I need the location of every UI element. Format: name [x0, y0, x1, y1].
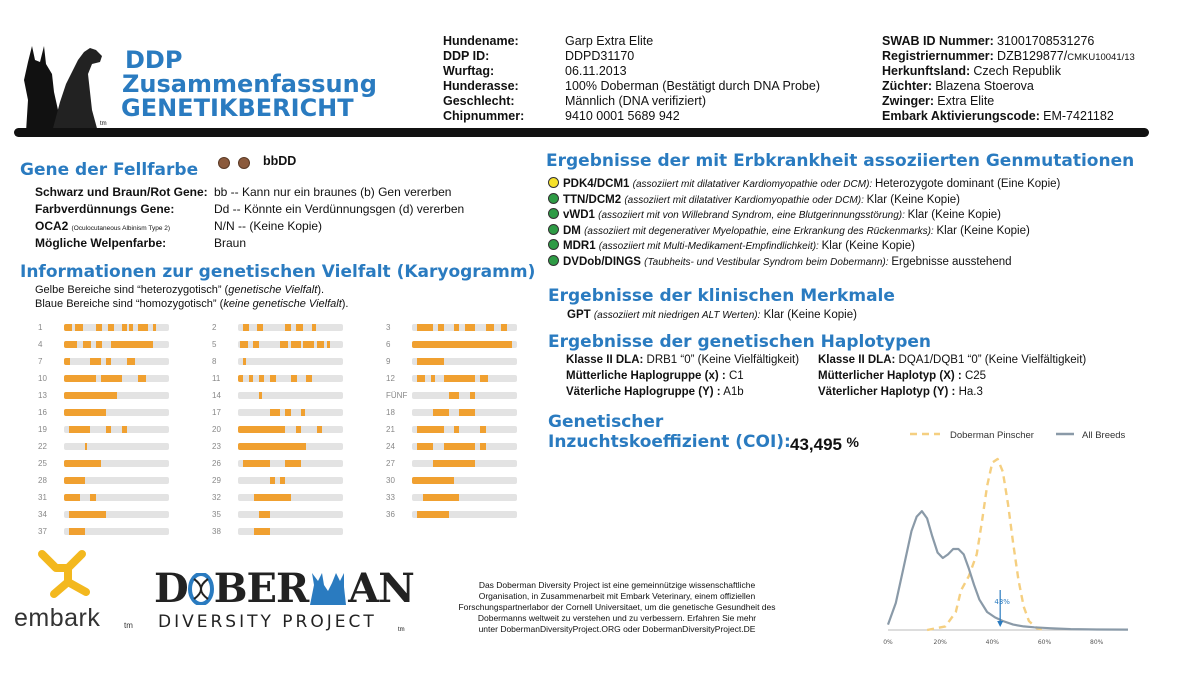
heterozygous-segment — [454, 426, 459, 433]
diversity-line-1: Gelbe Bereiche sind “heterozygotisch” (genetische Vielfalt). — [35, 284, 325, 296]
title-ddp: DDP — [125, 46, 183, 74]
chromosome-bar — [238, 341, 343, 348]
heterozygous-segment — [122, 324, 127, 331]
heterozygous-segment — [417, 426, 443, 433]
heterozygous-segment — [69, 528, 85, 535]
heterozygous-segment — [106, 426, 111, 433]
field-chip: Chipnummer: — [443, 109, 525, 123]
chromosome-bar — [238, 358, 343, 365]
chromosome-bar — [238, 375, 343, 382]
chromosome-bar — [412, 358, 517, 365]
chromosome-label: 17 — [212, 408, 221, 417]
heterozygous-segment — [83, 341, 91, 348]
chromosome-label: 9 — [386, 357, 391, 366]
heterozygous-segment — [238, 375, 243, 382]
coat-swatches — [218, 155, 254, 173]
heterozygous-segment — [291, 375, 297, 382]
chromosome-label: 28 — [38, 476, 47, 485]
heterozygous-segment — [280, 341, 288, 348]
heterozygous-segment — [444, 375, 476, 382]
field-origin: Herkunftsland: Czech Republik — [882, 64, 1061, 78]
heterozygous-segment — [280, 477, 285, 484]
mutation-result: Klar (Keine Kopie) — [866, 193, 960, 206]
heterozygous-segment — [444, 443, 476, 450]
coat-label-oca2: OCA2 (Oculocutaneous Albinism Type 2) — [35, 219, 171, 233]
x-tick-label: 60% — [1037, 639, 1052, 646]
chromosome-bar — [238, 426, 343, 433]
heterozygous-segment — [64, 494, 80, 501]
coat-value-black-brown: bb -- Kann nur ein braunes (b) Gen vererben — [214, 185, 452, 199]
field-breeder: Züchter: Blazena Stoerova — [882, 79, 1034, 93]
field-ddp-id-value: DDPD31170 — [565, 49, 635, 63]
mutations-heading: Ergebnisse der mit Erbkrankheit assoziierten Genmutationen — [546, 151, 1135, 171]
heterozygous-segment — [296, 426, 301, 433]
chromosome-label: 2 — [212, 323, 217, 332]
chromosome-label: 4 — [38, 340, 43, 349]
mutation-desc: (Taubheits- und Vestibular Syndrom beim Dobermann): — [644, 256, 892, 268]
chromosome-bar — [412, 324, 517, 331]
heterozygous-segment — [480, 426, 485, 433]
chromosome-label: 18 — [386, 408, 395, 417]
chromosome-label: 32 — [212, 493, 221, 502]
mutation-gene: MDR1 — [563, 240, 599, 252]
diversity-heading: Informationen zur genetischen Vielfalt (Karyogramm) — [20, 262, 536, 282]
heterozygous-segment — [254, 528, 270, 535]
ddp-subtitle: DIVERSITY PROJECT — [158, 612, 377, 632]
embark-tm: tm — [124, 621, 133, 630]
heterozygous-segment — [238, 443, 306, 450]
mutation-row — [548, 224, 1030, 237]
field-swab: SWAB ID Nummer: 31001708531276 — [882, 34, 1095, 48]
heterozygous-segment — [85, 443, 87, 450]
coi-value: 43,495 % — [790, 434, 859, 454]
heterozygous-segment — [423, 494, 460, 501]
embark-wordmark: embark — [14, 604, 101, 632]
heterozygous-segment — [270, 409, 281, 416]
heterozygous-segment — [259, 392, 262, 399]
chromosome-label: 22 — [38, 442, 47, 451]
field-dog-name-value: Garp Extra Elite — [565, 34, 654, 48]
chromosome-label: 24 — [386, 442, 395, 451]
haplotypes-heading: Ergebnisse der genetischen Haplotypen — [548, 332, 931, 352]
heterozygous-segment — [257, 324, 263, 331]
mutation-row — [548, 208, 1001, 221]
heterozygous-segment — [501, 324, 506, 331]
hap-right-1: Mütterlicher Haplotyp (X) : C25 — [818, 370, 987, 382]
chromosome-bar — [238, 409, 343, 416]
coat-label-puppy-color: Mögliche Welpenfarbe: — [35, 236, 167, 250]
heterozygous-segment — [96, 324, 102, 331]
mutation-gene: vWD1 — [563, 209, 599, 221]
chromosome-bar — [64, 511, 169, 518]
dog-icon — [308, 568, 348, 602]
chromosome-label: 20 — [212, 425, 221, 434]
chromosome-bar — [64, 460, 169, 467]
heterozygous-segment — [306, 375, 311, 382]
chromosome-bar — [238, 443, 343, 450]
series-doberman-line — [927, 459, 1044, 630]
mutation-result: Klar (Keine Kopie) — [821, 240, 915, 252]
heterozygous-segment — [101, 375, 122, 382]
heterozygous-segment — [64, 477, 85, 484]
heterozygous-segment — [327, 341, 330, 348]
karyogram — [0, 0, 1, 1]
coi-heading-1: Genetischer — [548, 412, 664, 432]
chromosome-bar — [238, 392, 343, 399]
heterozygous-segment — [138, 324, 149, 331]
chromosome-bar — [64, 443, 169, 450]
chromosome-label: 13 — [38, 391, 47, 400]
chromosome-label: 10 — [38, 374, 47, 383]
chromosome-label: 21 — [386, 425, 395, 434]
heterozygous-segment — [243, 358, 246, 365]
chromosome-bar — [64, 392, 169, 399]
mutation-row — [548, 255, 1012, 268]
coi-marker-arrow-icon — [997, 621, 1003, 627]
heterozygous-segment — [433, 460, 475, 467]
heterozygous-segment — [96, 341, 102, 348]
series-all-breeds-line — [888, 511, 1128, 629]
chromosome-bar — [412, 409, 517, 416]
embark-logo-icon — [38, 548, 98, 598]
chromosome-label: 3 — [386, 323, 391, 332]
heterozygous-segment — [90, 358, 101, 365]
heterozygous-segment — [433, 409, 449, 416]
status-dot-icon — [548, 224, 559, 235]
footer-note: Das Doberman Diversity Project ist eine gemeinnützige wissenschaftliche Organisation, in Zusammenarbeit mit Embark Veterinary, einem offiziellen Forschungspartnerlabor der Cornell Universitaet, um die genetische Gesundheit des Dobermanns weltweit zu verstehen und zu verbessern. Erfahren Sie mehr unter DobermanDiversityProject.ORG oder DobermanDiversityProject.DE — [458, 580, 776, 634]
chromosome-bar — [64, 375, 169, 382]
heterozygous-segment — [64, 358, 70, 365]
heterozygous-segment — [285, 409, 290, 416]
clinical-heading: Ergebnisse der klinischen Merkmale — [548, 286, 895, 306]
mutation-desc: (assoziiert mit Multi-Medikament-Empfindlichkeit): — [598, 241, 822, 252]
coat-label-black-brown: Schwarz und Braun/Rot Gene: — [35, 185, 208, 199]
heterozygous-segment — [90, 494, 95, 501]
coi-chart — [870, 420, 1170, 655]
heterozygous-segment — [75, 324, 83, 331]
heterozygous-segment — [417, 358, 443, 365]
coi-heading-2: Inzuchtskoeffizient (COI): — [548, 432, 791, 452]
heterozygous-segment — [459, 409, 475, 416]
heterozygous-segment — [417, 324, 433, 331]
heterozygous-segment — [153, 324, 156, 331]
hap-left-0: Klasse II DLA: DRB1 “0” (Keine Vielfältigkeit) — [566, 354, 800, 366]
heterozygous-segment — [122, 426, 127, 433]
heterozygous-segment — [64, 375, 96, 382]
mutation-row — [548, 239, 915, 252]
status-dot-icon — [548, 239, 559, 250]
heterozygous-segment — [243, 460, 269, 467]
heterozygous-segment — [486, 324, 494, 331]
chromosome-bar — [238, 460, 343, 467]
title-summary: Zusammenfassung — [122, 70, 377, 98]
mutation-result: Klar (Keine Kopie) — [936, 224, 1030, 237]
status-dot-icon — [548, 208, 559, 219]
mutation-desc: (assoziiert mit degenerativer Myelopathie, eine Erkrankung des Rückenmarks): — [584, 225, 937, 237]
heterozygous-segment — [69, 511, 106, 518]
heterozygous-segment — [285, 460, 301, 467]
mutation-gene: DVDob/DINGS — [563, 255, 645, 268]
diversity-line-2: Blaue Bereiche sind “homozygotisch” (keine genetische Vielfalt). — [35, 298, 349, 310]
chromosome-label: 26 — [212, 459, 221, 468]
chromosome-bar — [412, 494, 517, 501]
heterozygous-segment — [64, 392, 117, 399]
legend-label-all-breeds: All Breeds — [1082, 430, 1126, 441]
coat-value-dilution: Dd -- Könnte ein Verdünnungsgen (d) vererben — [214, 202, 465, 216]
chromosome-label: 12 — [386, 374, 395, 383]
field-sex-value: Männlich (DNA verifiziert) — [565, 94, 707, 108]
mutation-result: Heterozygote dominant (Eine Kopie) — [874, 178, 1061, 190]
mutation-gene: PDK4/DCM1 — [563, 178, 633, 190]
x-tick-label: 0% — [883, 639, 893, 646]
chromosome-bar — [412, 511, 517, 518]
chromosome-bar — [64, 358, 169, 365]
coat-swatch-icon — [238, 157, 250, 169]
chromosome-label: FÜNF — [386, 391, 408, 400]
field-birth-date: Wurftag: — [443, 64, 495, 78]
coat-swatch-icon — [218, 157, 230, 169]
heterozygous-segment — [312, 324, 316, 331]
heterozygous-segment — [69, 426, 90, 433]
heterozygous-segment — [64, 460, 101, 467]
heterozygous-segment — [449, 392, 460, 399]
mutation-result: Klar (Keine Kopie) — [907, 209, 1001, 221]
chromosome-bar — [64, 528, 169, 535]
coi-marker-label: 43% — [994, 598, 1010, 606]
heterozygous-segment — [253, 341, 259, 348]
heterozygous-segment — [480, 375, 487, 382]
chromosome-bar — [412, 477, 517, 484]
field-birth-date-value: 06.11.2013 — [565, 64, 627, 78]
chromosome-bar — [64, 426, 169, 433]
title-report: GENETIKBERICHT — [121, 94, 354, 122]
chromosome-label: 7 — [38, 357, 43, 366]
chromosome-bar — [64, 409, 169, 416]
chromosome-label: 35 — [212, 510, 221, 519]
heterozygous-segment — [111, 341, 153, 348]
clinical-row: GPT (assoziiert mit niedrigen ALT Werten): Klar (Keine Kopie) — [567, 309, 857, 321]
heterozygous-segment — [106, 358, 111, 365]
coat-heading: Gene der Fellfarbe — [20, 160, 199, 180]
mutation-desc: (assoziiert mit von Willebrand Syndrom, eine Blutgerinnungsstörung): — [598, 210, 908, 221]
mutation-desc: (assoziiert mit dilatativer Kardiomyopathie oder DCM): — [632, 179, 875, 190]
ddp-tm: tm — [398, 627, 405, 633]
chromosome-label: 14 — [212, 391, 221, 400]
chromosome-bar — [64, 477, 169, 484]
chromosome-bar — [64, 341, 169, 348]
heterozygous-segment — [243, 324, 248, 331]
chromosome-bar — [412, 426, 517, 433]
heterozygous-segment — [417, 375, 424, 382]
field-dog-name: Hundename: — [443, 34, 519, 48]
heterozygous-segment — [431, 375, 435, 382]
chromosome-label: 1 — [38, 323, 43, 332]
x-tick-label: 40% — [985, 639, 1000, 646]
heterozygous-segment — [317, 426, 322, 433]
chromosome-label: 25 — [38, 459, 47, 468]
heterozygous-segment — [64, 341, 77, 348]
chromosome-label: 37 — [38, 527, 47, 536]
field-breed-value: 100% Doberman (Bestätigt durch DNA Probe) — [565, 79, 820, 93]
heterozygous-segment — [417, 443, 433, 450]
hap-right-0: Klasse II DLA: DQA1/DQB1 “0” (Keine Vielfältigkeit) — [818, 354, 1087, 366]
heterozygous-segment — [296, 324, 303, 331]
heterozygous-segment — [240, 341, 248, 348]
field-kennel: Zwinger: Extra Elite — [882, 94, 995, 108]
heterozygous-segment — [301, 409, 305, 416]
field-ddp-id: DDP ID: — [443, 49, 490, 63]
heterozygous-segment — [480, 443, 485, 450]
status-dot-icon — [548, 193, 559, 204]
heterozygous-segment — [470, 392, 475, 399]
chromosome-label: 33 — [386, 493, 395, 502]
coat-value-puppy-color: Braun — [214, 236, 247, 250]
chromosome-bar — [64, 324, 169, 331]
mutation-row — [548, 177, 1060, 190]
chromosome-label: 38 — [212, 527, 221, 536]
chromosome-label: 16 — [38, 408, 47, 417]
heterozygous-segment — [254, 494, 291, 501]
chromosome-bar — [238, 528, 343, 535]
coat-value-oca2: N/N -- (Keine Kopie) — [214, 219, 323, 233]
status-dot-icon — [548, 255, 559, 266]
chromosome-bar — [412, 460, 517, 467]
chromosome-label: 30 — [386, 476, 395, 485]
dogs-logo-icon — [18, 40, 108, 132]
coat-label-dilution: Farbverdünnungs Gene: — [35, 202, 175, 216]
chromosome-bar — [412, 341, 517, 348]
header-divider — [14, 128, 1149, 137]
coat-genotype: bbDD — [263, 154, 297, 168]
hap-left-2: Väterliche Haplogruppe (Y) : A1b — [566, 386, 744, 398]
chromosome-label: 19 — [38, 425, 47, 434]
chromosome-bar — [238, 477, 343, 484]
chromosome-bar — [412, 375, 517, 382]
chromosome-label: 5 — [212, 340, 217, 349]
mutation-result: Ergebnisse ausstehend — [891, 255, 1012, 268]
field-chip-value: 9410 0001 5689 942 — [565, 109, 680, 123]
heterozygous-segment — [291, 341, 302, 348]
chromosome-bar — [238, 511, 343, 518]
chromosome-label: 11 — [212, 374, 221, 383]
mutation-desc: (assoziiert mit dilatativer Kardiomyopathie oder DCM): — [624, 194, 867, 206]
heterozygous-segment — [138, 375, 146, 382]
mutation-gene: TTN/DCM2 — [563, 193, 625, 206]
heterozygous-segment — [127, 358, 135, 365]
chromosome-label: 31 — [38, 493, 47, 502]
chromosome-label: 29 — [212, 476, 221, 485]
field-sex: Geschlecht: — [443, 94, 515, 108]
chromosome-bar — [412, 392, 517, 399]
chromosome-label: 8 — [212, 357, 217, 366]
heterozygous-segment — [129, 324, 133, 331]
status-dot-icon — [548, 177, 559, 188]
mutation-gene: DM — [563, 224, 585, 237]
ddp-wordmark: D BER AN — [154, 565, 414, 612]
chromosome-bar — [238, 494, 343, 501]
heterozygous-segment — [303, 341, 314, 348]
hap-left-1: Mütterliche Haplogruppe (x) : C1 — [566, 370, 744, 382]
field-breed: Hunderasse: — [443, 79, 519, 93]
heterozygous-segment — [438, 324, 443, 331]
heterozygous-segment — [317, 341, 324, 348]
heterozygous-segment — [412, 341, 512, 348]
heterozygous-segment — [270, 375, 276, 382]
chromosome-bar — [64, 494, 169, 501]
chromosome-bar — [238, 324, 343, 331]
heterozygous-segment — [417, 511, 449, 518]
x-tick-label: 20% — [933, 639, 947, 646]
dna-icon — [188, 568, 214, 600]
heterozygous-segment — [412, 477, 454, 484]
chromosome-label: 6 — [386, 340, 391, 349]
chromosome-label: 34 — [38, 510, 47, 519]
heterozygous-segment — [108, 324, 114, 331]
heterozygous-segment — [249, 375, 253, 382]
chromosome-bar — [412, 443, 517, 450]
hap-right-2: Väterlicher Haplotyp (Y) : Ha.3 — [818, 386, 983, 398]
mutation-row — [548, 193, 960, 206]
legend-label-doberman: Doberman Pinscher — [950, 430, 1034, 441]
field-activation: Embark Aktivierungscode: EM-7421182 — [882, 109, 1114, 123]
field-reg: Registriernummer: DZB129877/CMKU10041/13 — [882, 49, 1135, 63]
heterozygous-segment — [465, 324, 476, 331]
chromosome-label: 36 — [386, 510, 395, 519]
heterozygous-segment — [238, 426, 285, 433]
heterozygous-segment — [454, 324, 459, 331]
chromosome-label: 23 — [212, 442, 221, 451]
heterozygous-segment — [285, 324, 290, 331]
heterozygous-segment — [64, 324, 72, 331]
chromosome-label: 27 — [386, 459, 395, 468]
heterozygous-segment — [259, 375, 264, 382]
x-tick-label: 80% — [1090, 639, 1104, 646]
heterozygous-segment — [64, 409, 106, 416]
heterozygous-segment — [270, 477, 275, 484]
heterozygous-segment — [259, 511, 270, 518]
logo-tm: tm — [100, 121, 107, 127]
